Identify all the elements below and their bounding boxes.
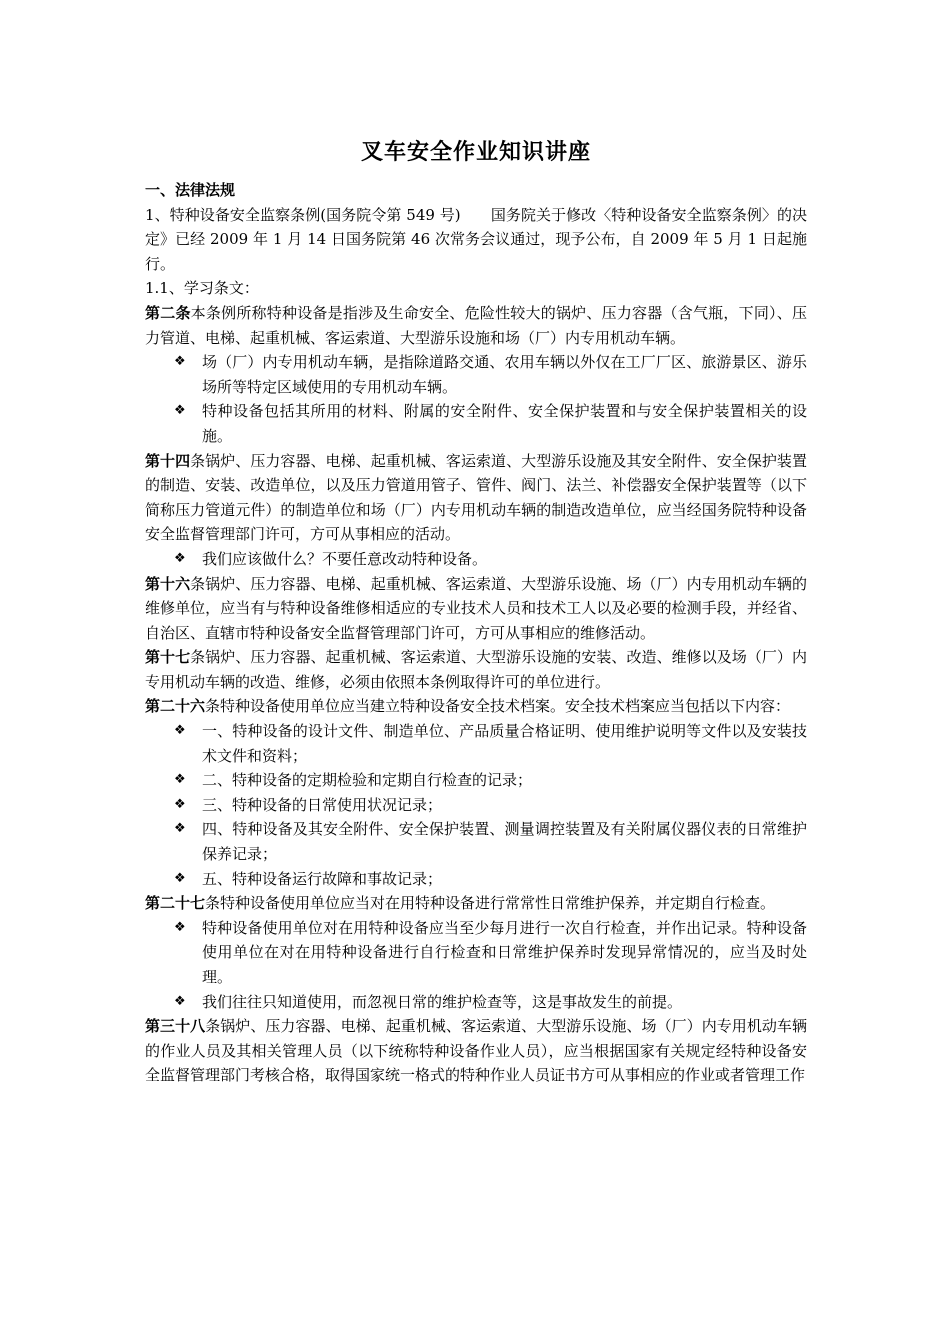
list-item	[145, 547, 807, 572]
article-2	[145, 301, 807, 350]
article-16	[145, 572, 807, 646]
article-label: 第十四	[145, 451, 191, 470]
diamond-bullet-icon: ❖	[174, 354, 186, 370]
list-item-text: 五、特种设备运行故障和事故记录；	[202, 869, 443, 888]
list-item-text: 三、特种设备的日常使用状况记录；	[202, 795, 443, 814]
article-14-bullets	[145, 547, 807, 572]
article-text: 条锅炉、压力容器、起重机械、客运索道、大型游乐设施的安装、改造、维修以及场（厂）内专用机动车辆的改造、维修，必须由依照本条例取得许可的单位进行。	[145, 648, 807, 691]
article-text: 条锅炉、压力容器、电梯、起重机械、客运索道、大型游乐设施、场（厂）内专用机动车辆的维修单位，应当有与特种设备维修相适应的专业技术人员和技术工人以及必要的检测手段，并经省、自治区、直辖市特种设备安全监督管理部门许可，方可从事相应的维修活动。	[145, 574, 807, 642]
list-item	[145, 350, 807, 399]
list-item-text: 我们往往只知道使用，而忽视日常的维护检查等，这是事故发生的前提。	[202, 992, 683, 1011]
diamond-bullet-icon: ❖	[174, 550, 186, 566]
list-item	[145, 817, 807, 866]
list-item	[145, 719, 807, 768]
article-27	[145, 891, 807, 916]
article-text: 条锅炉、压力容器、电梯、起重机械、客运索道、大型游乐设施及其安全附件、安全保护装置的制造、安装、改造单位，以及压力管道用管子、管件、阀门、法兰、补偿器安全保护装置等（以下简称压力管道元件）的制造单位和场（厂）内专用机动车辆的制造改造单位，应当经国务院特种设备安全监督管理部门许可，方可从事相应的活动。	[145, 451, 807, 544]
list-item-text: 我们应该做什么？不要任意改动特种设备。	[202, 549, 488, 568]
article-2-bullets	[145, 350, 807, 448]
list-item-text: 二、特种设备的定期检验和定期自行检查的记录；	[202, 771, 533, 790]
diamond-bullet-icon: ❖	[174, 403, 186, 419]
article-26-bullets	[145, 719, 807, 891]
list-item-text: 特种设备使用单位对在用特种设备应当至少每月进行一次自行检查，并作出记录。特种设备使用单位在对在用特种设备进行自行检查和日常维护保养时发现异常情况的，应当及时处理。	[202, 918, 807, 986]
article-38	[145, 1014, 807, 1088]
list-item	[145, 867, 807, 892]
article-label: 第二十七	[145, 894, 206, 913]
list-item-text: 场（厂）内专用机动车辆，是指除道路交通、农用车辆以外仅在工厂厂区、旅游景区、游乐场所等特定区域使用的专用机动车辆。	[202, 353, 807, 396]
article-14	[145, 449, 807, 547]
article-label: 第十六	[145, 574, 191, 593]
list-item-text: 一、特种设备的设计文件、制造单位、产品质量合格证明、使用维护说明等文件以及安装技术文件和资料；	[202, 722, 807, 765]
diamond-bullet-icon: ❖	[174, 919, 186, 935]
article-label: 第二十六	[145, 697, 206, 716]
article-label: 第十七	[145, 648, 191, 667]
article-26	[145, 694, 807, 719]
list-item	[145, 990, 807, 1015]
article-text: 条特种设备使用单位应当对在用特种设备进行常常性日常维护保养，并定期自行检查。	[205, 894, 776, 913]
article-text: 条特种设备使用单位应当建立特种设备安全技术档案。安全技术档案应当包括以下内容：	[205, 697, 791, 716]
article-27-bullets	[145, 916, 807, 1014]
diamond-bullet-icon: ❖	[174, 772, 186, 788]
list-item	[145, 768, 807, 793]
list-item	[145, 793, 807, 818]
list-item	[145, 916, 807, 990]
diamond-bullet-icon: ❖	[174, 821, 186, 837]
article-label: 第二条	[145, 303, 191, 322]
study-heading: 1.1、学习条文：	[145, 279, 259, 298]
article-17	[145, 645, 807, 694]
diamond-bullet-icon: ❖	[174, 870, 186, 886]
section-heading: 一、法律法规	[145, 181, 236, 199]
diamond-bullet-icon: ❖	[174, 993, 186, 1009]
diamond-bullet-icon: ❖	[174, 796, 186, 812]
list-item-text: 四、特种设备及其安全附件、安全保护装置、测量调控装置及有关附属仪器仪表的日常维护保养记录；	[202, 820, 807, 864]
list-item-text: 特种设备包括其所用的材料、附属的安全附件、安全保护装置和与安全保护装置相关的设施。	[202, 402, 807, 445]
diamond-bullet-icon: ❖	[174, 723, 186, 739]
document-title: 叉车安全作业知识讲座	[360, 140, 591, 165]
list-item	[145, 399, 807, 448]
article-text: 本条例所称特种设备是指涉及生命安全、危险性较大的锅炉、压力容器（含气瓶，下同）、压力管道、电梯、起重机械、客运索道、大型游乐设施和场（厂）内专用机动车辆。	[145, 303, 807, 347]
article-text: 条锅炉、压力容器、电梯、起重机械、客运索道、大型游乐设施、场（厂）内专用机动车辆的作业人员及其相关管理人员（以下统称特种设备作业人员），应当根据国家有关规定经特种设备安全监督管理部门考核合格，取得国家统一格式的特种作业人员证书方可从事相应的作业或者管理工作	[145, 1017, 807, 1085]
intro-paragraph: 1、特种设备安全监察条例(国务院令第 549 号) 国务院关于修改〈特种设备安全监察条例〉的决定》已经 2009 年 1 月 14 日国务院第 46 次常务会议通过，现予公布，自 2009 年 5 月 1 日起施行。	[145, 205, 807, 273]
article-label: 第三十八	[145, 1017, 206, 1036]
document-page	[145, 136, 807, 1088]
